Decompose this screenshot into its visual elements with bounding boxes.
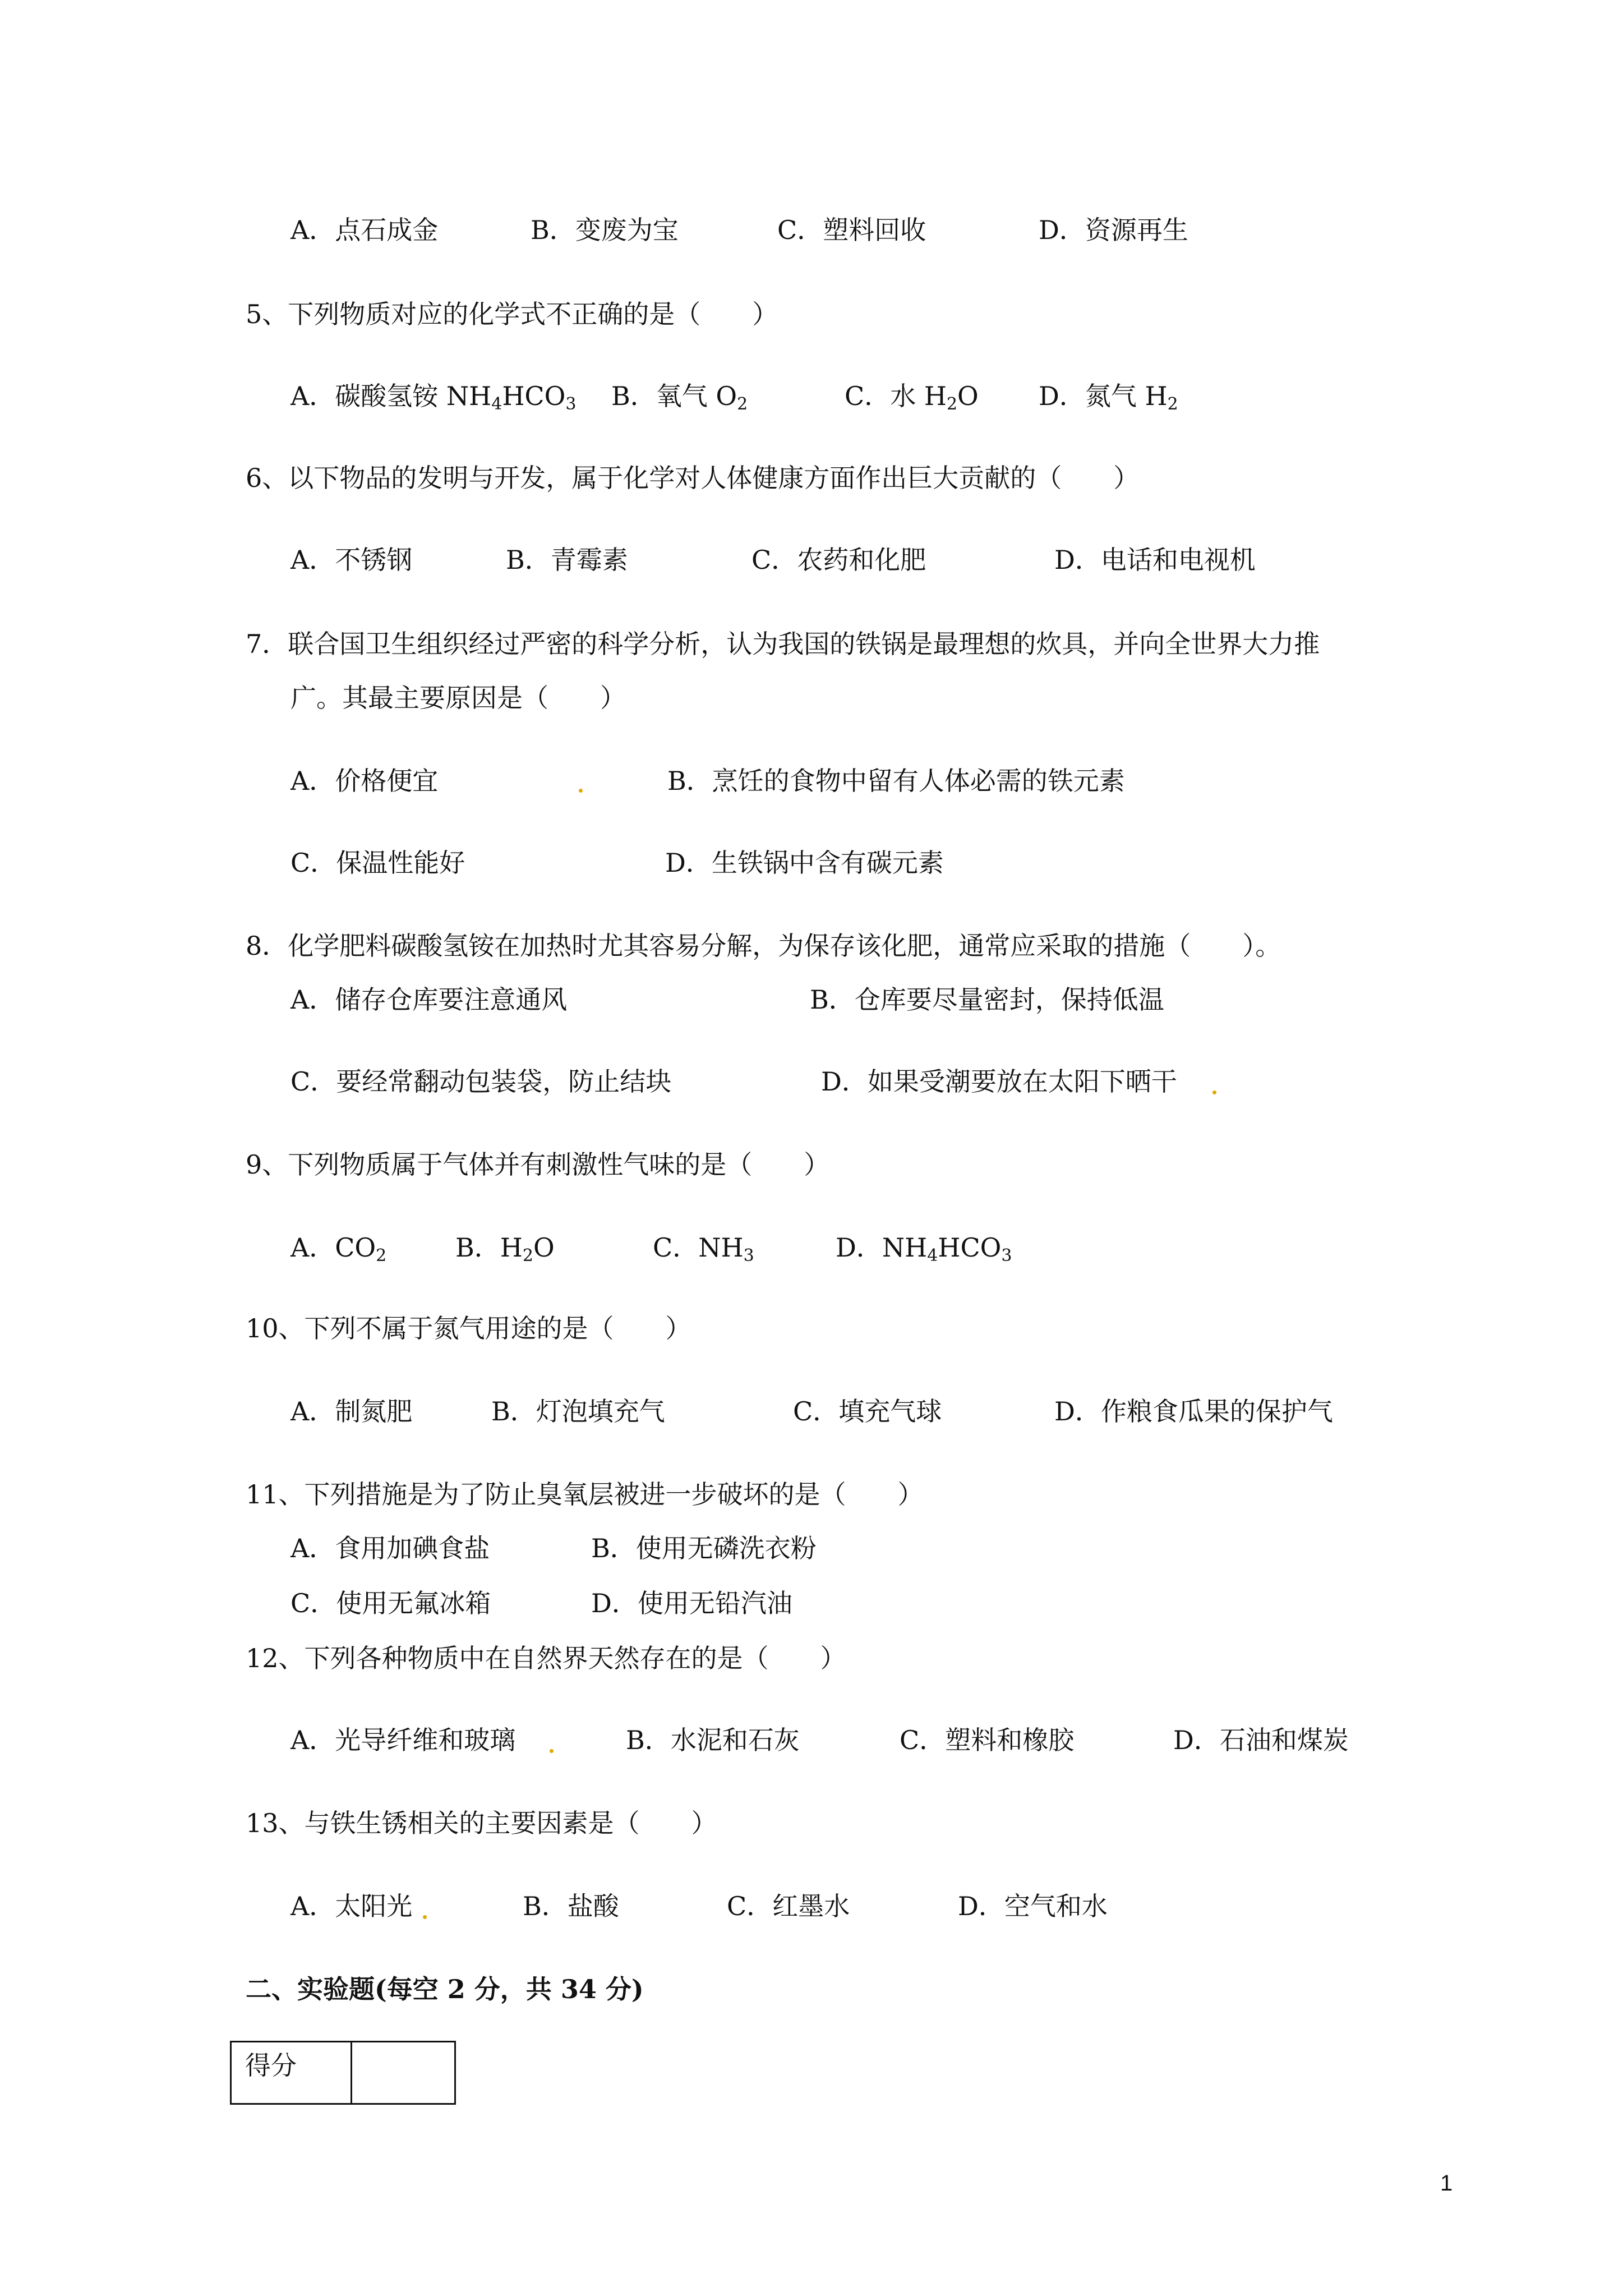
- q6-option-b: B．青霉素: [506, 545, 628, 575]
- q11-option-d: D．使用无铅汽油: [591, 1588, 792, 1618]
- stray-dot: [1212, 1091, 1216, 1094]
- q8-option-a: A．储存仓库要注意通风: [291, 984, 568, 1015]
- q4-option-a: A．点石成金: [291, 215, 439, 245]
- q12-option-d: D．石油和煤炭: [1173, 1725, 1349, 1755]
- score-box: [230, 2041, 456, 2105]
- q11-option-a: A．食用加碘食盐: [291, 1533, 490, 1563]
- stray-dot: [423, 1915, 427, 1919]
- q6-option-d: D．电话和电视机: [1054, 545, 1256, 575]
- score-label: 得分: [232, 2042, 352, 2103]
- q12-option-b: B．水泥和石灰: [626, 1725, 800, 1755]
- q13-option-a: A．太阳光: [291, 1891, 413, 1921]
- q13-option-d: D．空气和水: [958, 1891, 1108, 1921]
- q9-option-d: D．$NH_4HCO_3$: [836, 1232, 1012, 1266]
- score-value-cell[interactable]: [352, 2042, 454, 2103]
- q12-option-c: C．塑料和橡胶: [900, 1725, 1075, 1755]
- q7-option-a: A．价格便宜: [291, 766, 439, 796]
- q7-option-b: B．烹饪的食物中留有人体必需的铁元素: [667, 766, 1125, 796]
- q13-option-b: B．盐酸: [523, 1891, 619, 1921]
- q5-stem: 5、下列物质对应的化学式不正确的是（ ）: [246, 299, 778, 329]
- q8-option-d: D．如果受潮要放在太阳下晒干: [821, 1066, 1177, 1097]
- q10-option-b: B．灯泡填充气: [491, 1396, 665, 1427]
- q4-option-d: D．资源再生: [1039, 215, 1188, 245]
- q9-stem: 9、下列物质属于气体并有刺激性气味的是（ ）: [246, 1149, 830, 1180]
- stray-dot: [579, 789, 583, 793]
- stray-dot: [550, 1749, 554, 1753]
- q8-stem: 8．化学肥料碳酸氢铵在加热时尤其容易分解，为保存该化肥，通常应采取的措施（ ）。: [246, 931, 1281, 961]
- q7-option-c: C．保温性能好: [291, 848, 465, 878]
- q10-option-d: D．作粮食瓜果的保护气: [1054, 1396, 1333, 1427]
- q11-option-c: C．使用无氟冰箱: [291, 1588, 491, 1618]
- q5-option-b: B．氧气 $O_2$: [611, 381, 748, 414]
- q13-option-c: C．红墨水: [727, 1891, 850, 1921]
- q7-stem-line2: 广。其最主要原因是（ ）: [291, 683, 626, 713]
- q5-option-d: D．氮气 $H_2$: [1039, 381, 1178, 414]
- q11-option-b: B．使用无磷洗衣粉: [591, 1533, 817, 1563]
- page-number: 1: [1440, 2171, 1453, 2196]
- q10-option-c: C．填充气球: [793, 1396, 942, 1427]
- q4-option-b: B．变废为宝: [531, 215, 679, 245]
- q10-option-a: A．制氮肥: [291, 1396, 413, 1427]
- q8-option-c: C．要经常翻动包装袋，防止结块: [291, 1066, 672, 1097]
- q12-option-a: A．光导纤维和玻璃: [291, 1725, 516, 1755]
- q9-option-a: A．$CO_2$: [291, 1232, 387, 1266]
- q5-option-a: A．碳酸氢铵 $NH_4HCO_3$: [291, 381, 577, 414]
- q10-stem: 10、下列不属于氮气用途的是（ ）: [246, 1313, 691, 1343]
- q8-option-b: B．仓库要尽量密封，保持低温: [810, 984, 1164, 1015]
- q4-option-c: C．塑料回收: [777, 215, 926, 245]
- q6-option-a: A．不锈钢: [291, 545, 413, 575]
- q6-option-c: C．农药和化肥: [751, 545, 926, 575]
- q13-stem: 13、与铁生锈相关的主要因素是（ ）: [246, 1808, 717, 1838]
- q7-option-d: D．生铁锅中含有碳元素: [665, 848, 944, 878]
- section-heading: 二、实验题(每空 2 分，共 34 分): [246, 1974, 644, 2004]
- q7-stem-line1: 7．联合国卫生组织经过严密的科学分析，认为我国的铁锅是最理想的炊具，并向全世界大力推: [246, 629, 1320, 659]
- q9-option-b: B．$H_2O$: [455, 1232, 555, 1266]
- q11-stem: 11、下列措施是为了防止臭氧层被进一步破坏的是（ ）: [246, 1479, 924, 1510]
- q5-option-c: C．水 $H_2O$: [845, 381, 979, 414]
- q9-option-c: C．$NH_3$: [653, 1232, 754, 1266]
- q6-stem: 6、以下物品的发明与开发，属于化学对人体健康方面作出巨大贡献的（ ）: [246, 463, 1140, 493]
- q12-stem: 12、下列各种物质中在自然界天然存在的是（ ）: [246, 1643, 846, 1673]
